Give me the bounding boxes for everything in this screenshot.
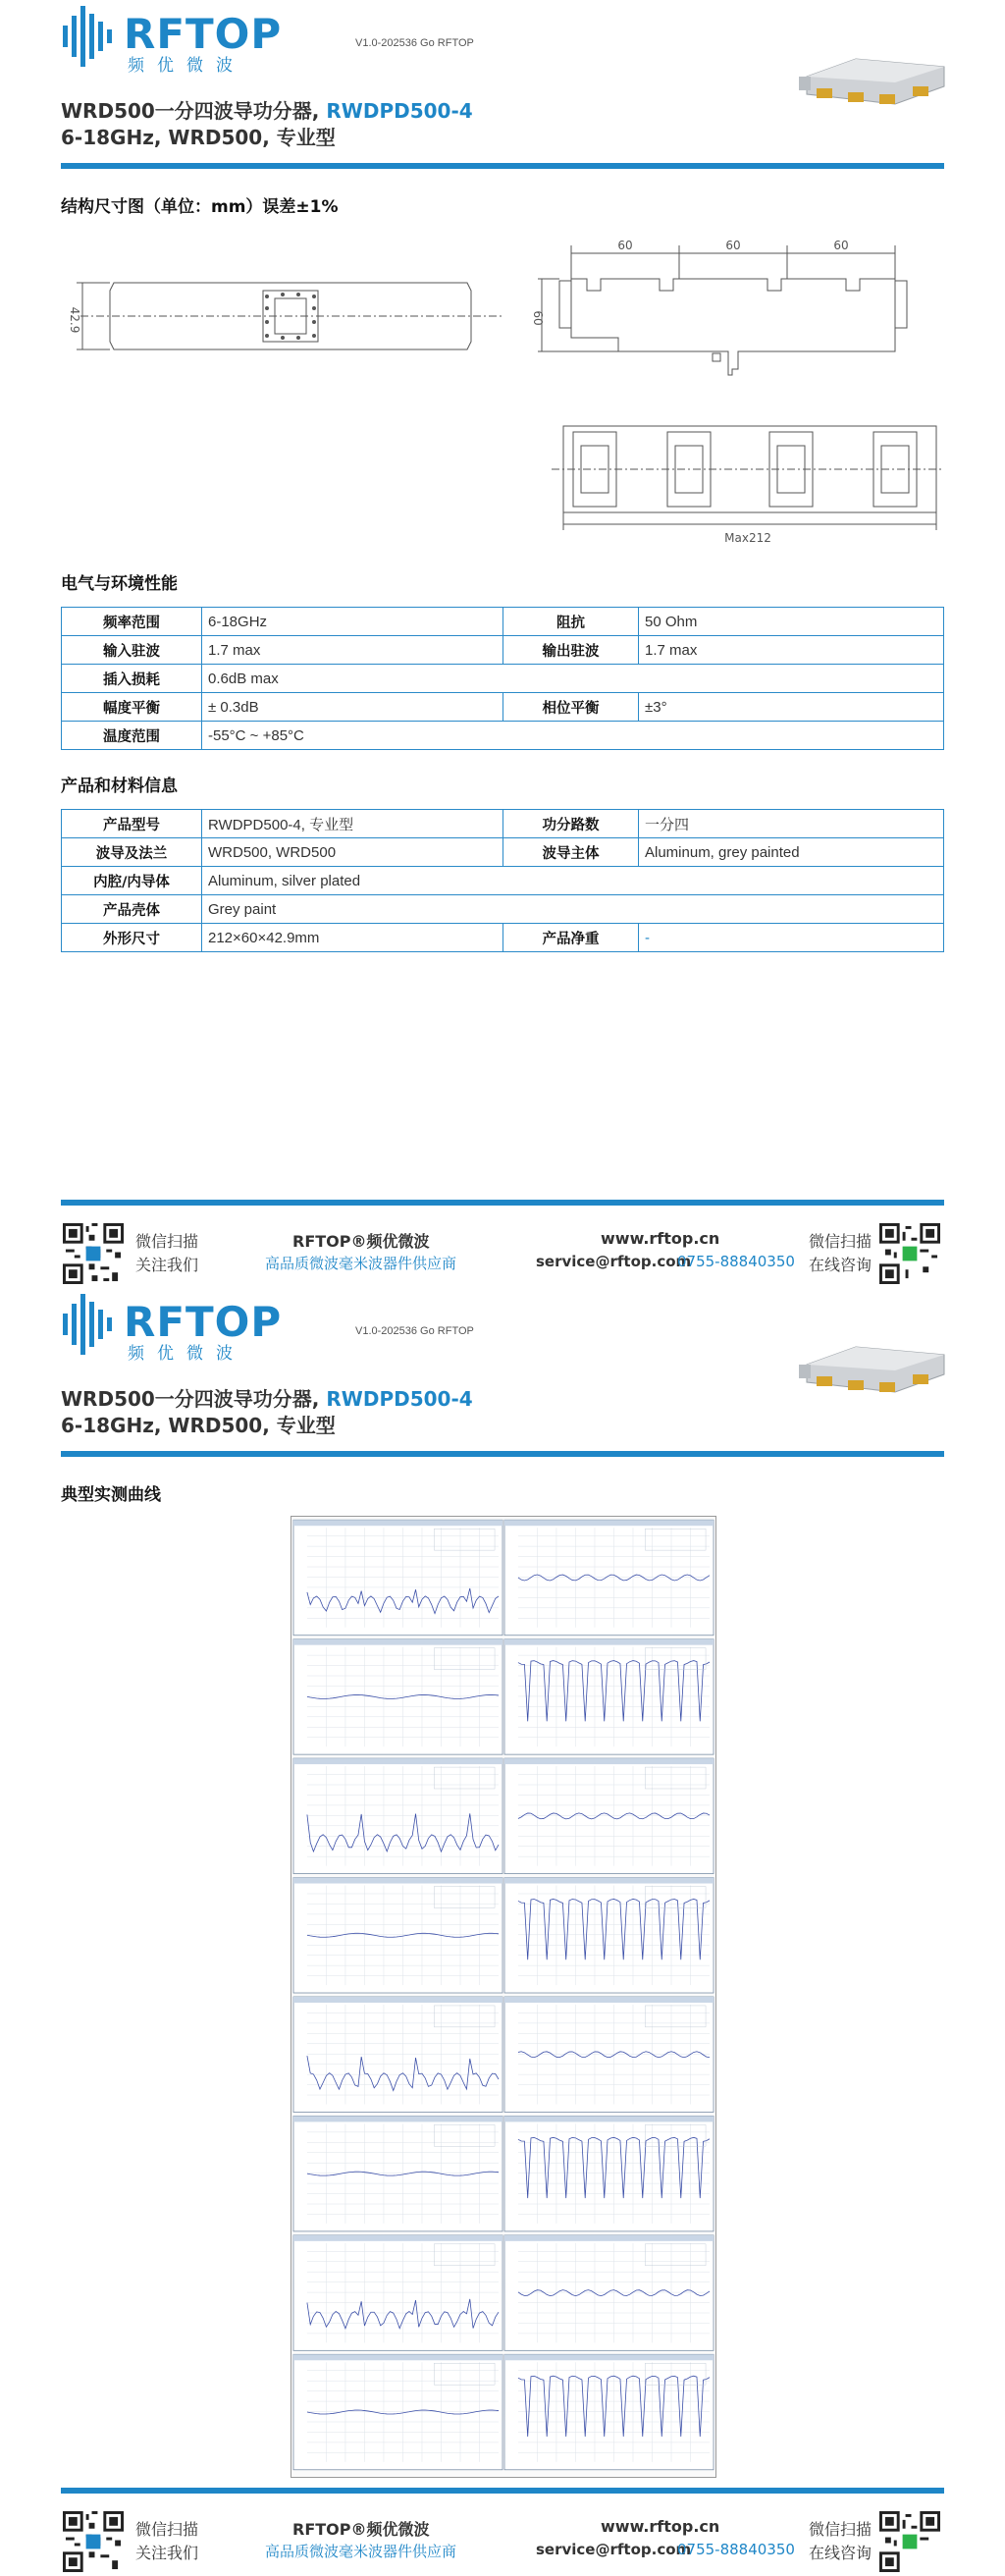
section-heading-curves: 典型实测曲线 [61, 1485, 161, 1505]
product-info-table [61, 809, 944, 952]
analyzer-plot [504, 1878, 714, 1993]
footer-website[interactable]: www.rftop.cn [601, 1229, 720, 1248]
footer-wechat-scan: 微信扫描 [135, 2520, 199, 2539]
table-row [62, 924, 944, 952]
spec-key: 波导及法兰 [62, 838, 202, 867]
spec-key: 频率范围 [62, 608, 202, 636]
waveform-logo-icon [61, 1292, 124, 1357]
spec-value: 6-18GHz [202, 608, 503, 636]
dim-side-label: 42.9 [68, 306, 81, 334]
spec-key: 阻抗 [503, 608, 639, 636]
qr-code-icon[interactable] [879, 2511, 940, 2572]
spec-value: WRD500, WRD500 [202, 838, 503, 867]
spec-value: 0.6dB max [202, 665, 944, 693]
table-row [62, 722, 944, 750]
datasheet-page-2 [0, 1288, 1005, 2576]
analyzer-plot [293, 2116, 502, 2230]
footer-phone[interactable]: 0755-88840350 [677, 1253, 795, 1270]
section-heading-product: 产品和材料信息 [61, 777, 178, 796]
footer-email[interactable]: service@rftop.com [536, 1253, 692, 1270]
qr-code-icon[interactable] [63, 2511, 124, 2572]
spec-key: 输出驻波 [503, 636, 639, 665]
top-view [552, 426, 944, 545]
title-prefix: WRD500一分四波导功分器, [61, 1387, 327, 1411]
spec-value: Aluminum, grey painted [639, 838, 944, 867]
table-row [62, 895, 944, 924]
analyzer-plot [504, 1520, 714, 1635]
title-model: RWDPD500-4 [326, 1387, 473, 1411]
footer-brand: RFTOP®频优微波 [292, 1232, 430, 1251]
spec-key: 温度范围 [62, 722, 202, 750]
analyzer-plot [293, 1758, 502, 1873]
version-label: V1.0-202536 Go RFTOP [355, 37, 474, 49]
spec-key: 产品净重 [503, 924, 639, 952]
product-title [61, 95, 473, 124]
spec-value: - [639, 924, 944, 952]
qr-code-icon[interactable] [879, 1223, 940, 1284]
rftop-logo [61, 4, 283, 76]
rftop-logo [61, 1292, 283, 1364]
spec-key: 产品壳体 [62, 895, 202, 924]
logo-wordmark: RFTOP [124, 1298, 283, 1346]
footer-divider [61, 1200, 944, 1206]
product-photo [797, 47, 946, 108]
product-subtitle: 6-18GHz, WRD500, 专业型 [61, 1414, 336, 1437]
logo-subtitle: 频优微波 [128, 1344, 245, 1364]
dim-60b: 60 [725, 239, 741, 252]
footer-follow-us: 关注我们 [135, 1256, 199, 1274]
spec-value: -55°C ~ +85°C [202, 722, 944, 750]
spec-key: 输入驻波 [62, 636, 202, 665]
analyzer-plot [293, 1878, 502, 1993]
page-footer [0, 2488, 1005, 2576]
header-divider [61, 163, 944, 169]
spec-value: 1.7 max [202, 636, 503, 665]
footer-wechat-scan: 微信扫描 [135, 1232, 199, 1251]
spec-key: 内腔/内导体 [62, 867, 202, 895]
product-title [61, 1383, 473, 1412]
table-row [62, 867, 944, 895]
analyzer-plot [293, 1997, 502, 2112]
dim-height: 60 [531, 310, 545, 326]
spec-key: 功分路数 [503, 810, 639, 838]
logo-wordmark: RFTOP [124, 10, 283, 58]
waveform-logo-icon [61, 4, 124, 69]
analyzer-plot [504, 1997, 714, 2112]
spec-key: 插入损耗 [62, 665, 202, 693]
version-label: V1.0-202536 Go RFTOP [355, 1325, 474, 1337]
front-view [531, 239, 907, 375]
spec-value: Grey paint [202, 895, 944, 924]
spec-value: ± 0.3dB [202, 693, 503, 722]
title-prefix: WRD500一分四波导功分器, [61, 99, 327, 123]
section-heading-dimensions: 结构尺寸图（单位：mm）误差±1% [61, 197, 339, 217]
page-footer [0, 1200, 1005, 1288]
footer-online-consult: 在线咨询 [809, 1256, 873, 1274]
table-row [62, 693, 944, 722]
analyzer-plot [504, 1639, 714, 1754]
table-row [62, 608, 944, 636]
logo-subtitle: 频优微波 [128, 56, 245, 76]
footer-brand: RFTOP®频优微波 [292, 2520, 430, 2539]
dim-60c: 60 [833, 239, 849, 252]
footer-phone[interactable]: 0755-88840350 [677, 2541, 795, 2558]
footer-email[interactable]: service@rftop.com [536, 2541, 692, 2558]
measured-curves-image [291, 1516, 716, 2478]
side-view [68, 283, 502, 349]
spec-key: 幅度平衡 [62, 693, 202, 722]
spec-value: 50 Ohm [639, 608, 944, 636]
analyzer-plot [293, 1639, 502, 1754]
electrical-spec-table [61, 607, 944, 750]
table-row [62, 636, 944, 665]
title-model: RWDPD500-4 [326, 99, 473, 123]
product-photo [797, 1335, 946, 1396]
spec-value: 212×60×42.9mm [202, 924, 503, 952]
footer-online-consult: 在线咨询 [809, 2544, 873, 2562]
dim-60a: 60 [617, 239, 633, 252]
analyzer-plot [293, 2235, 502, 2350]
product-subtitle: 6-18GHz, WRD500, 专业型 [61, 126, 336, 149]
spec-value: 一分四 [639, 810, 944, 838]
table-row [62, 838, 944, 867]
dimension-drawing [61, 236, 944, 550]
analyzer-plot [293, 1520, 502, 1635]
footer-website[interactable]: www.rftop.cn [601, 2517, 720, 2536]
footer-wechat-scan-right: 微信扫描 [809, 2520, 873, 2539]
spec-value: ±3° [639, 693, 944, 722]
footer-divider [61, 2488, 944, 2494]
analyzer-plot [504, 2354, 714, 2469]
analyzer-plot [504, 2116, 714, 2230]
qr-code-icon[interactable] [63, 1223, 124, 1284]
spec-value: RWDPD500-4, 专业型 [202, 810, 503, 838]
analyzer-plot [504, 1758, 714, 1873]
section-heading-electrical: 电气与环境性能 [61, 574, 178, 594]
footer-wechat-scan-right: 微信扫描 [809, 1232, 873, 1251]
spec-value: Aluminum, silver plated [202, 867, 944, 895]
spec-key: 相位平衡 [503, 693, 639, 722]
footer-follow-us: 关注我们 [135, 2544, 199, 2562]
spec-value: 1.7 max [639, 636, 944, 665]
footer-slogan: 高品质微波毫米波器件供应商 [265, 1255, 457, 1272]
dim-max: Max212 [724, 531, 771, 545]
analyzer-plot [293, 2354, 502, 2469]
spec-key: 产品型号 [62, 810, 202, 838]
footer-slogan: 高品质微波毫米波器件供应商 [265, 2543, 457, 2560]
spec-key: 波导主体 [503, 838, 639, 867]
table-row [62, 810, 944, 838]
header-divider [61, 1451, 944, 1457]
table-row [62, 665, 944, 693]
analyzer-plot [504, 2235, 714, 2350]
spec-key: 外形尺寸 [62, 924, 202, 952]
